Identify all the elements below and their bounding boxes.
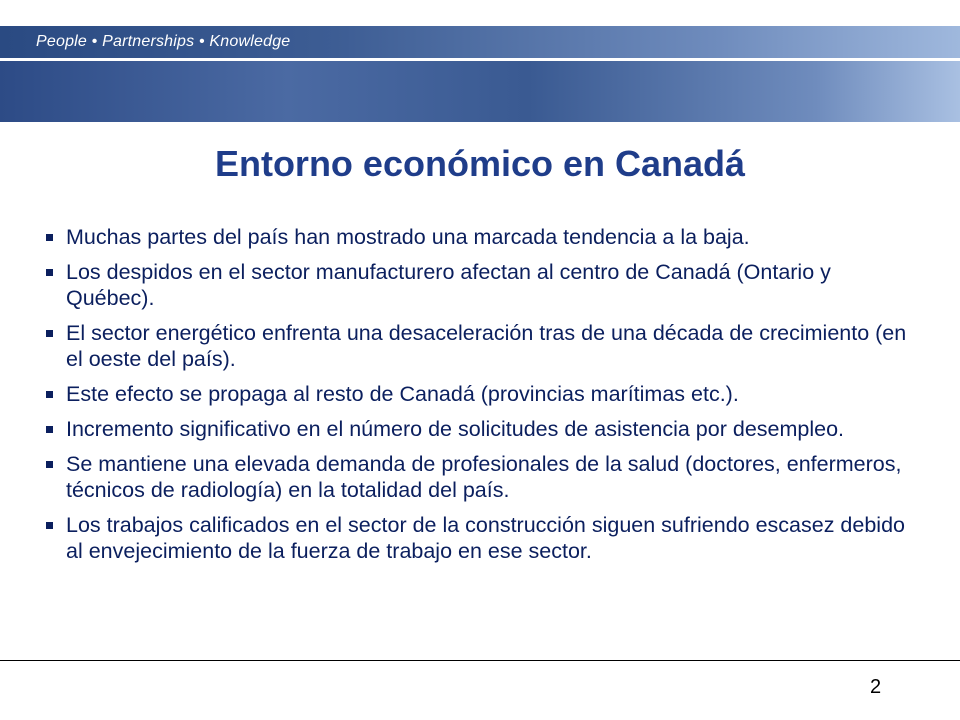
- bullet-item: [40, 320, 910, 372]
- bullet-item: [40, 416, 910, 442]
- bullet-text: Incremento significativo en el número de solicitudes de asistencia por desempleo.: [66, 417, 845, 441]
- bullet-item: [40, 512, 910, 564]
- bullet-text: Muchas partes del país han mostrado una marcada tendencia a la baja.: [66, 225, 750, 249]
- bullet-item: [40, 381, 910, 407]
- square-bullet-icon: [46, 234, 53, 241]
- bullet-text: Este efecto se propaga al resto de Canadá (provincias marítimas etc.).: [66, 382, 739, 406]
- bullet-item: [40, 224, 910, 250]
- bullet-text: Los despidos en el sector manufacturero afectan al centro de Canadá (Ontario y Québec).: [66, 260, 831, 310]
- bullet-list: [40, 224, 910, 573]
- square-bullet-icon: [46, 461, 53, 468]
- slide-title: Entorno económico en Canadá: [214, 143, 746, 184]
- bullet-text: Los trabajos calificados en el sector de la construcción siguen sufriendo escasez debido al envejecimiento de la fuerza de trabajo en ese sector.: [66, 513, 905, 563]
- page-number: 2: [870, 676, 882, 698]
- header-tagline: People • Partnerships • Knowledge: [36, 33, 291, 50]
- header-band: [0, 61, 960, 122]
- bullet-item: [40, 451, 910, 503]
- bullet-text: El sector energético enfrenta una desaceleración tras de una década de crecimiento (en el oeste del país).: [66, 321, 907, 371]
- square-bullet-icon: [46, 522, 53, 529]
- bullet-text: Se mantiene una elevada demanda de profesionales de la salud (doctores, enfermeros, técnicos de radiología) en la totalidad del país.: [66, 452, 902, 502]
- footer-divider: [0, 660, 960, 661]
- square-bullet-icon: [46, 269, 53, 276]
- square-bullet-icon: [46, 391, 53, 398]
- square-bullet-icon: [46, 426, 53, 433]
- bullet-item: [40, 259, 910, 311]
- square-bullet-icon: [46, 330, 53, 337]
